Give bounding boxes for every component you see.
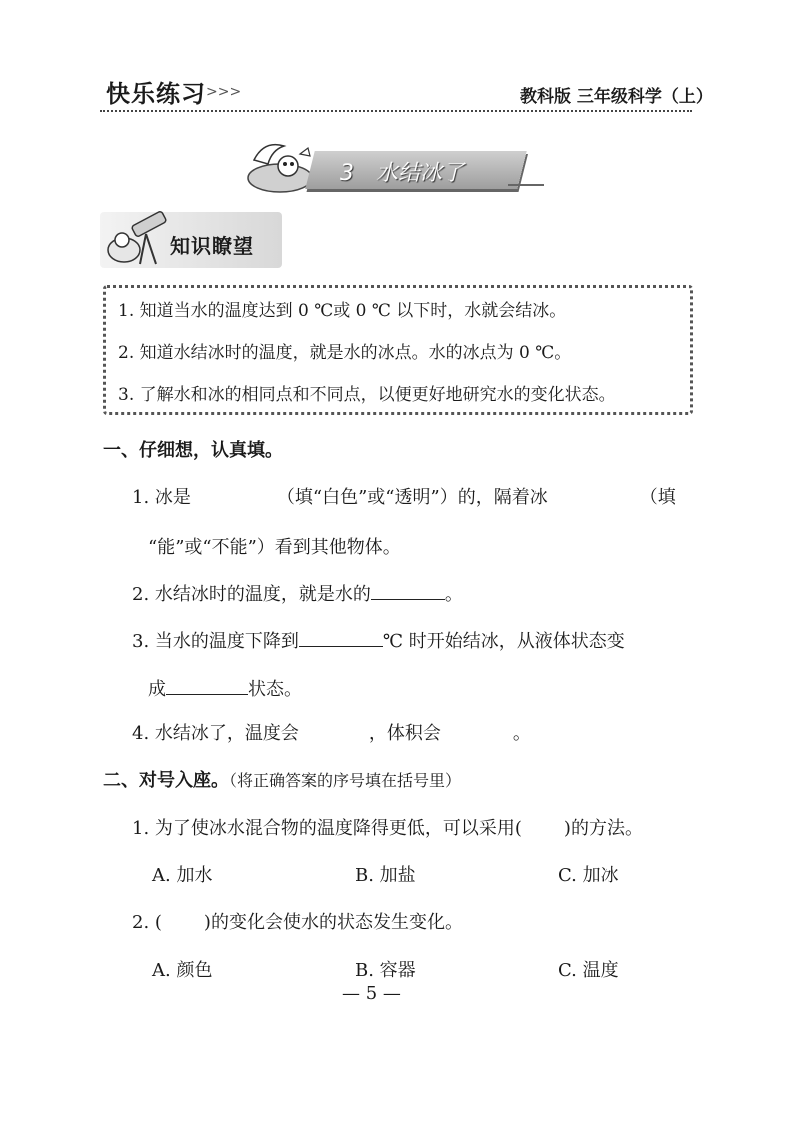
- part1-q1-line2: “能”或“不能”）看到其他物体。: [148, 537, 401, 558]
- q3-answer-blank-1[interactable]: [299, 630, 383, 647]
- q3-text-b: ℃ 时开始结冰，从液体状态变: [382, 631, 625, 652]
- part2-heading: 二、对号入座。: [103, 770, 229, 791]
- p2-q1-option-c[interactable]: C. 加冰: [558, 865, 619, 886]
- lesson-number: 3: [340, 161, 354, 186]
- q1-text-c: （填: [639, 487, 676, 508]
- q3-text-d: 状态。: [248, 679, 302, 700]
- arrows-decoration: >>>: [206, 84, 242, 100]
- edition-label: 教科版 三年级科学（上）: [520, 87, 713, 107]
- knowledge-point-3: 3. 了解水和冰的相同点和不同点，以便更好地研究水的变化状态。: [118, 385, 616, 405]
- p2-q2-text-a: 2. (: [132, 912, 162, 933]
- part2-q2: [132, 908, 463, 934]
- p2-q1-answer-bracket[interactable]: [522, 818, 564, 834]
- q1-answer-blank-2[interactable]: [548, 487, 640, 503]
- part2-heading-line: [103, 766, 461, 792]
- part2-q1: [132, 814, 643, 840]
- part1-q1-line1: [132, 483, 676, 509]
- q3-answer-blank-2[interactable]: [166, 678, 248, 695]
- series-title: 快乐练习: [106, 80, 206, 108]
- p2-q1-text-b: )的方法。: [563, 818, 643, 839]
- p2-q2-option-a[interactable]: A. 颜色: [152, 960, 213, 981]
- q3-text-a: 3. 当水的温度下降到: [132, 631, 299, 652]
- q4-text-b: ，体积会: [368, 723, 441, 744]
- lesson-name: 水结冰了: [376, 161, 465, 186]
- telescope-icon: [104, 208, 170, 268]
- p2-q1-option-a[interactable]: A. 加水: [152, 865, 213, 886]
- p2-q1-option-b[interactable]: B. 加盐: [355, 865, 416, 886]
- p2-q2-text-b: )的变化会使水的状态发生变化。: [203, 912, 463, 933]
- q1-text-b: （填“白色”或“透明”）的，隔着冰: [276, 487, 548, 508]
- q4-answer-blank-1[interactable]: [299, 723, 369, 739]
- part1-q3-line1: [132, 627, 625, 653]
- q2-text-b: 。: [444, 584, 463, 605]
- p2-q2-answer-bracket[interactable]: [162, 912, 204, 928]
- lesson-title: [340, 156, 464, 187]
- part1-q4: [132, 719, 531, 745]
- header-divider: [100, 110, 692, 112]
- title-underline: [508, 184, 544, 186]
- p2-q2-option-b[interactable]: B. 容器: [355, 960, 416, 981]
- q4-text-c: 。: [512, 723, 531, 744]
- q4-answer-blank-2[interactable]: [441, 723, 513, 739]
- q2-answer-blank[interactable]: [371, 583, 445, 600]
- p2-q2-option-c[interactable]: C. 温度: [558, 960, 619, 981]
- q2-text-a: 2. 水结冰时的温度，就是水的: [132, 584, 371, 605]
- part1-q3-line2: [148, 675, 302, 701]
- q3-text-c: 成: [148, 679, 166, 700]
- p2-q1-text-a: 1. 为了使冰水混合物的温度降得更低，可以采用(: [132, 818, 522, 839]
- q4-text-a: 4. 水结冰了，温度会: [132, 723, 299, 744]
- knowledge-section-label: 知识瞭望: [170, 234, 254, 258]
- q1-answer-blank-1[interactable]: [191, 487, 277, 503]
- page-number: — 5 —: [342, 983, 401, 1004]
- part2-instruction: （将正确答案的序号填在括号里）: [229, 771, 462, 790]
- knowledge-point-1: 1. 知道当水的温度达到 0 ℃或 0 ℃ 以下时，水就会结冰。: [118, 301, 567, 321]
- part1-q2: [132, 580, 463, 606]
- part1-heading: 一、仔细想，认真填。: [103, 440, 283, 461]
- q1-text-a: 1. 冰是: [132, 487, 191, 508]
- knowledge-point-2: 2. 知道水结冰时的温度，就是水的冰点。水的冰点为 0 ℃。: [118, 343, 572, 363]
